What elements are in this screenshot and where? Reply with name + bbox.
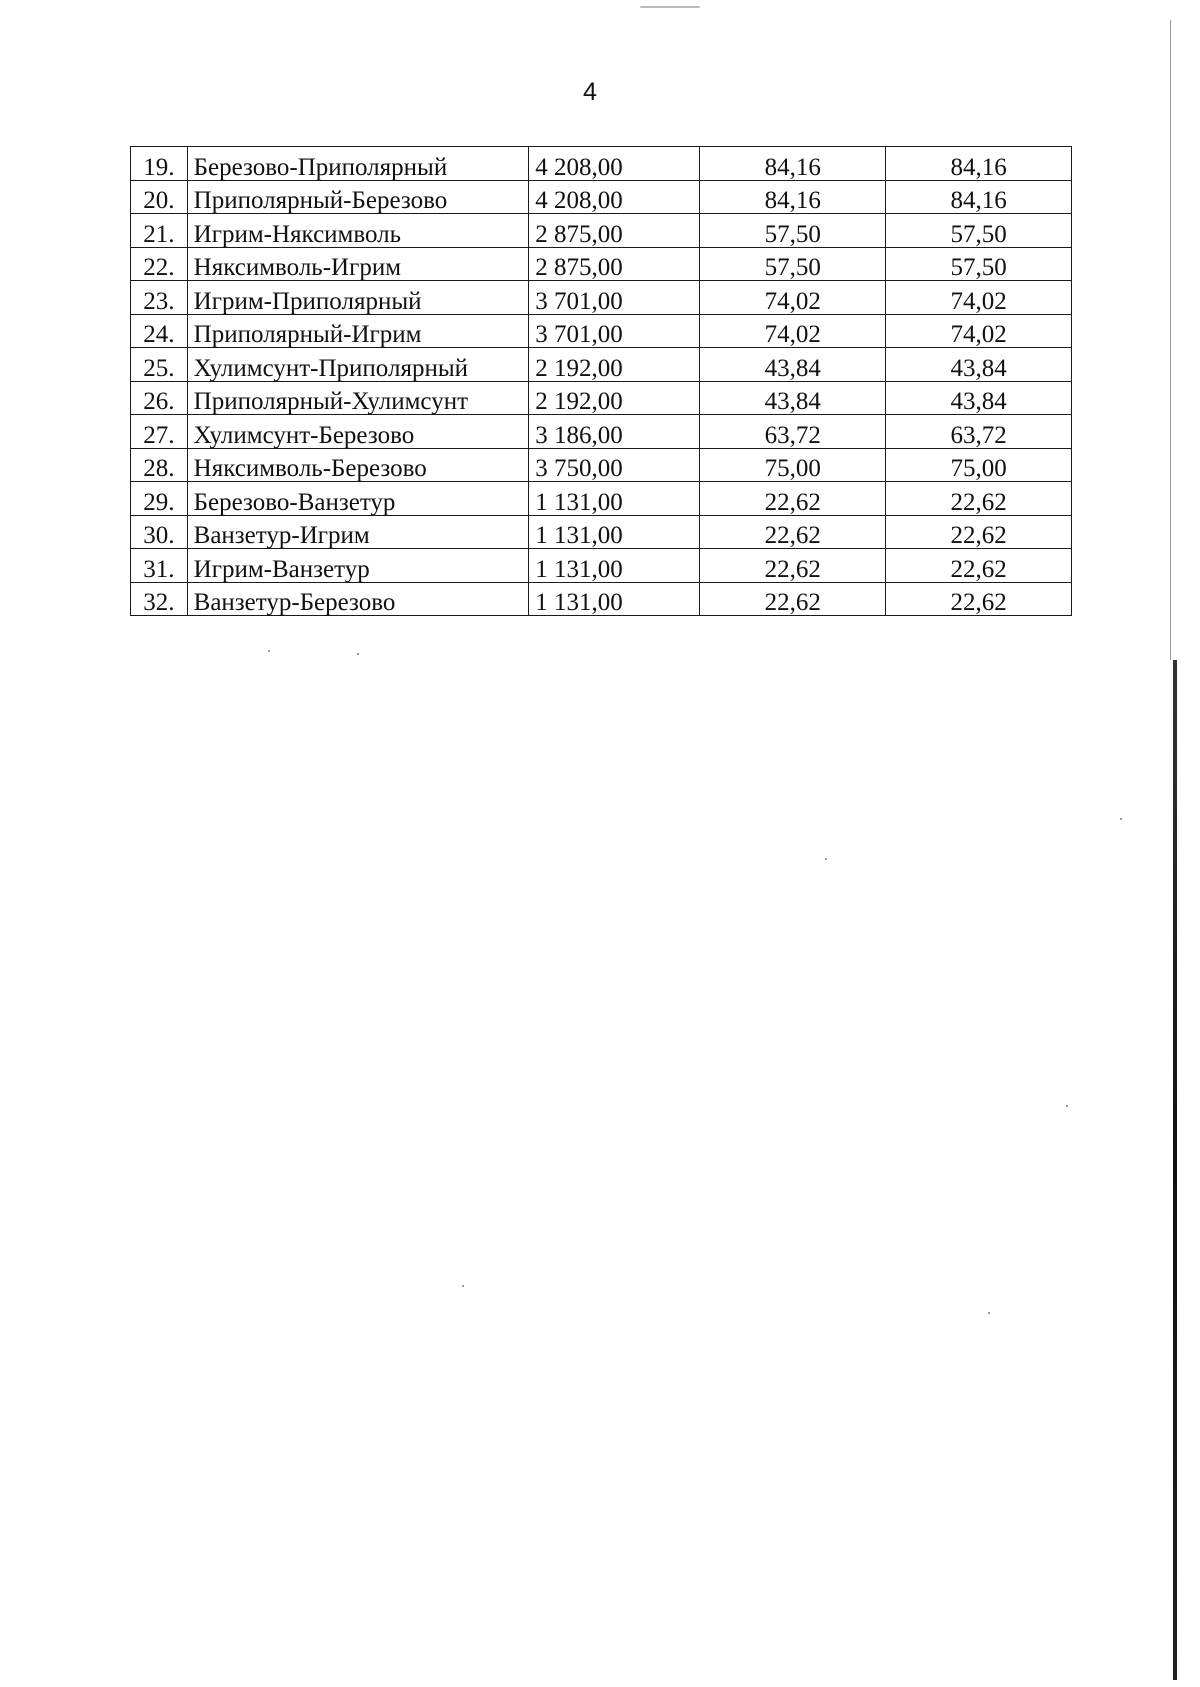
scan-speck <box>825 858 827 860</box>
row-number: 27. <box>131 415 188 449</box>
route-cost: 1 131,00 <box>529 582 700 616</box>
scan-speck <box>640 6 700 8</box>
value-a: 57,50 <box>700 214 886 248</box>
value-b: 43,84 <box>886 381 1072 415</box>
value-a: 74,02 <box>700 281 886 315</box>
route-cost: 3 701,00 <box>529 281 700 315</box>
scan-speck <box>462 1285 464 1287</box>
route-name: Няксимволь-Березово <box>187 448 529 482</box>
table-row <box>131 281 1072 315</box>
table-row <box>131 214 1072 248</box>
value-b: 22,62 <box>886 582 1072 616</box>
route-cost: 3 186,00 <box>529 415 700 449</box>
row-number: 32. <box>131 582 188 616</box>
value-a: 57,50 <box>700 247 886 281</box>
row-number: 30. <box>131 515 188 549</box>
route-cost: 2 875,00 <box>529 214 700 248</box>
route-name: Игрим-Няксимволь <box>187 214 529 248</box>
row-number: 19. <box>131 147 188 181</box>
table-row <box>131 549 1072 583</box>
route-cost: 2 192,00 <box>529 381 700 415</box>
scan-speck <box>988 1312 990 1314</box>
route-cost: 2 875,00 <box>529 247 700 281</box>
scan-speck <box>357 653 359 655</box>
table-row <box>131 415 1072 449</box>
page-number: 4 <box>583 78 597 106</box>
table-row <box>131 180 1072 214</box>
route-name: Ванзетур-Березово <box>187 582 529 616</box>
table-row <box>131 515 1072 549</box>
value-a: 22,62 <box>700 582 886 616</box>
table-row <box>131 348 1072 382</box>
route-cost: 4 208,00 <box>529 180 700 214</box>
route-cost: 2 192,00 <box>529 348 700 382</box>
route-name: Приполярный-Хулимсунт <box>187 381 529 415</box>
fares-table-body <box>131 147 1072 616</box>
route-name: Березово-Ванзетур <box>187 482 529 516</box>
value-b: 57,50 <box>886 214 1072 248</box>
value-a: 63,72 <box>700 415 886 449</box>
scan-speck <box>1120 818 1122 820</box>
value-a: 75,00 <box>700 448 886 482</box>
table-row <box>131 482 1072 516</box>
value-b: 74,02 <box>886 314 1072 348</box>
scan-speck <box>1066 1105 1068 1107</box>
table-row <box>131 147 1072 181</box>
scan-edge-shadow <box>1173 660 1177 1680</box>
route-cost: 1 131,00 <box>529 549 700 583</box>
row-number: 23. <box>131 281 188 315</box>
value-b: 22,62 <box>886 549 1072 583</box>
value-b: 74,02 <box>886 281 1072 315</box>
row-number: 25. <box>131 348 188 382</box>
row-number: 31. <box>131 549 188 583</box>
row-number: 22. <box>131 247 188 281</box>
value-b: 43,84 <box>886 348 1072 382</box>
route-cost: 1 131,00 <box>529 515 700 549</box>
value-a: 74,02 <box>700 314 886 348</box>
row-number: 26. <box>131 381 188 415</box>
row-number: 28. <box>131 448 188 482</box>
scan-edge-line <box>1170 20 1171 660</box>
route-name: Ванзетур-Игрим <box>187 515 529 549</box>
value-a: 22,62 <box>700 482 886 516</box>
route-cost: 3 701,00 <box>529 314 700 348</box>
value-b: 84,16 <box>886 180 1072 214</box>
value-b: 22,62 <box>886 482 1072 516</box>
fares-table <box>130 146 1072 616</box>
route-name: Няксимволь-Игрим <box>187 247 529 281</box>
route-name: Березово-Приполярный <box>187 147 529 181</box>
table-row <box>131 314 1072 348</box>
value-a: 84,16 <box>700 180 886 214</box>
row-number: 29. <box>131 482 188 516</box>
table-row <box>131 247 1072 281</box>
value-a: 43,84 <box>700 381 886 415</box>
value-a: 22,62 <box>700 549 886 583</box>
value-a: 43,84 <box>700 348 886 382</box>
value-b: 84,16 <box>886 147 1072 181</box>
table-row <box>131 448 1072 482</box>
route-cost: 4 208,00 <box>529 147 700 181</box>
route-cost: 1 131,00 <box>529 482 700 516</box>
route-name: Хулимсунт-Березово <box>187 415 529 449</box>
value-a: 22,62 <box>700 515 886 549</box>
value-b: 63,72 <box>886 415 1072 449</box>
value-b: 75,00 <box>886 448 1072 482</box>
route-name: Хулимсунт-Приполярный <box>187 348 529 382</box>
route-cost: 3 750,00 <box>529 448 700 482</box>
route-name: Игрим-Приполярный <box>187 281 529 315</box>
scan-speck <box>268 650 270 652</box>
row-number: 20. <box>131 180 188 214</box>
route-name: Приполярный-Игрим <box>187 314 529 348</box>
value-b: 57,50 <box>886 247 1072 281</box>
value-a: 84,16 <box>700 147 886 181</box>
row-number: 24. <box>131 314 188 348</box>
row-number: 21. <box>131 214 188 248</box>
table-row <box>131 381 1072 415</box>
route-name: Приполярный-Березово <box>187 180 529 214</box>
route-name: Игрим-Ванзетур <box>187 549 529 583</box>
table-row <box>131 582 1072 616</box>
value-b: 22,62 <box>886 515 1072 549</box>
